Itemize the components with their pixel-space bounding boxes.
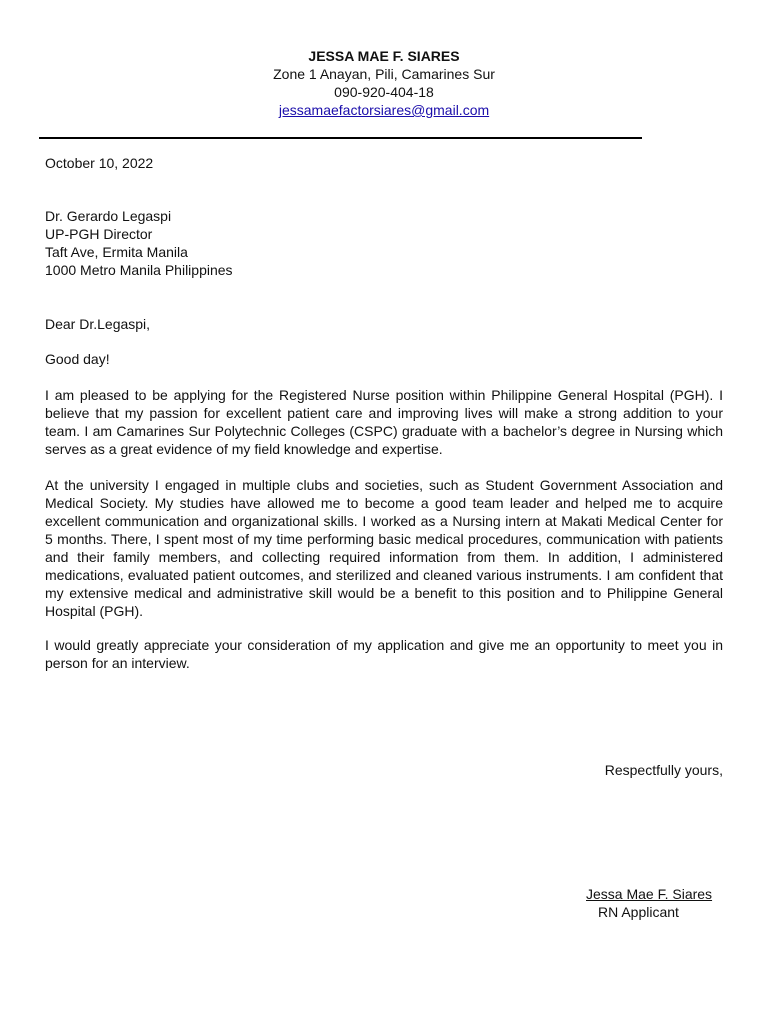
body-paragraph-3: I would greatly appreciate your consideration of my application and give me an opportunity to meet you in person for an interview.	[45, 637, 723, 671]
salutation: Dear Dr.Legaspi,	[45, 316, 151, 332]
body-paragraph-2: At the university I engaged in multiple clubs and societies, such as Student Government Association and Medical Society. My studies have allowed me to become a good team leader and helped me to acquire excellent communication and organizational skills. I worked as a Nursing intern at Makati Medical Center for 5 months. There, I spent most of my time performing basic medical procedures, communication with patients and their family members, and collecting required information from them. In addition, I administered medications, evaluated patient outcomes, and sterilized and cleaned various instruments. I am confident that my extensive medical and administrative skill would be a benefit to this position and to Philippine General Hospital (PGH).	[45, 477, 723, 619]
applicant-name: JESSA MAE F. SIARES	[308, 48, 460, 64]
signature-title: RN Applicant	[598, 904, 679, 920]
letter-date: October 10, 2022	[45, 155, 154, 171]
signature-block	[586, 885, 712, 921]
applicant-phone: 090-920-404-18	[334, 84, 434, 100]
recipient-name: Dr. Gerardo Legaspi	[45, 208, 172, 224]
header-divider	[39, 137, 642, 139]
recipient-block	[45, 207, 723, 279]
letterhead	[0, 47, 768, 119]
signature-name: Jessa Mae F. Siares	[586, 886, 713, 902]
recipient-city: 1000 Metro Manila Philippines	[45, 262, 233, 278]
recipient-street: Taft Ave, Ermita Manila	[45, 244, 188, 260]
applicant-address: Zone 1 Anayan, Pili, Camarines Sur	[273, 66, 495, 82]
recipient-title: UP-PGH Director	[45, 226, 153, 242]
greeting: Good day!	[45, 351, 110, 367]
body-paragraph-1: I am pleased to be applying for the Registered Nurse position within Philippine General Hospital (PGH). I believe that my passion for excellent patient care and improving lives will make a strong addition to your team. I am Camarines Sur Polytechnic Colleges (CSPC) graduate with a bachelor’s degree in Nursing which serves as a great evidence of my field knowledge and expertise.	[45, 387, 723, 457]
applicant-email-link[interactable]: jessamaefactorsiares@gmail.com	[278, 102, 490, 118]
closing: Respectfully yours,	[604, 762, 723, 778]
